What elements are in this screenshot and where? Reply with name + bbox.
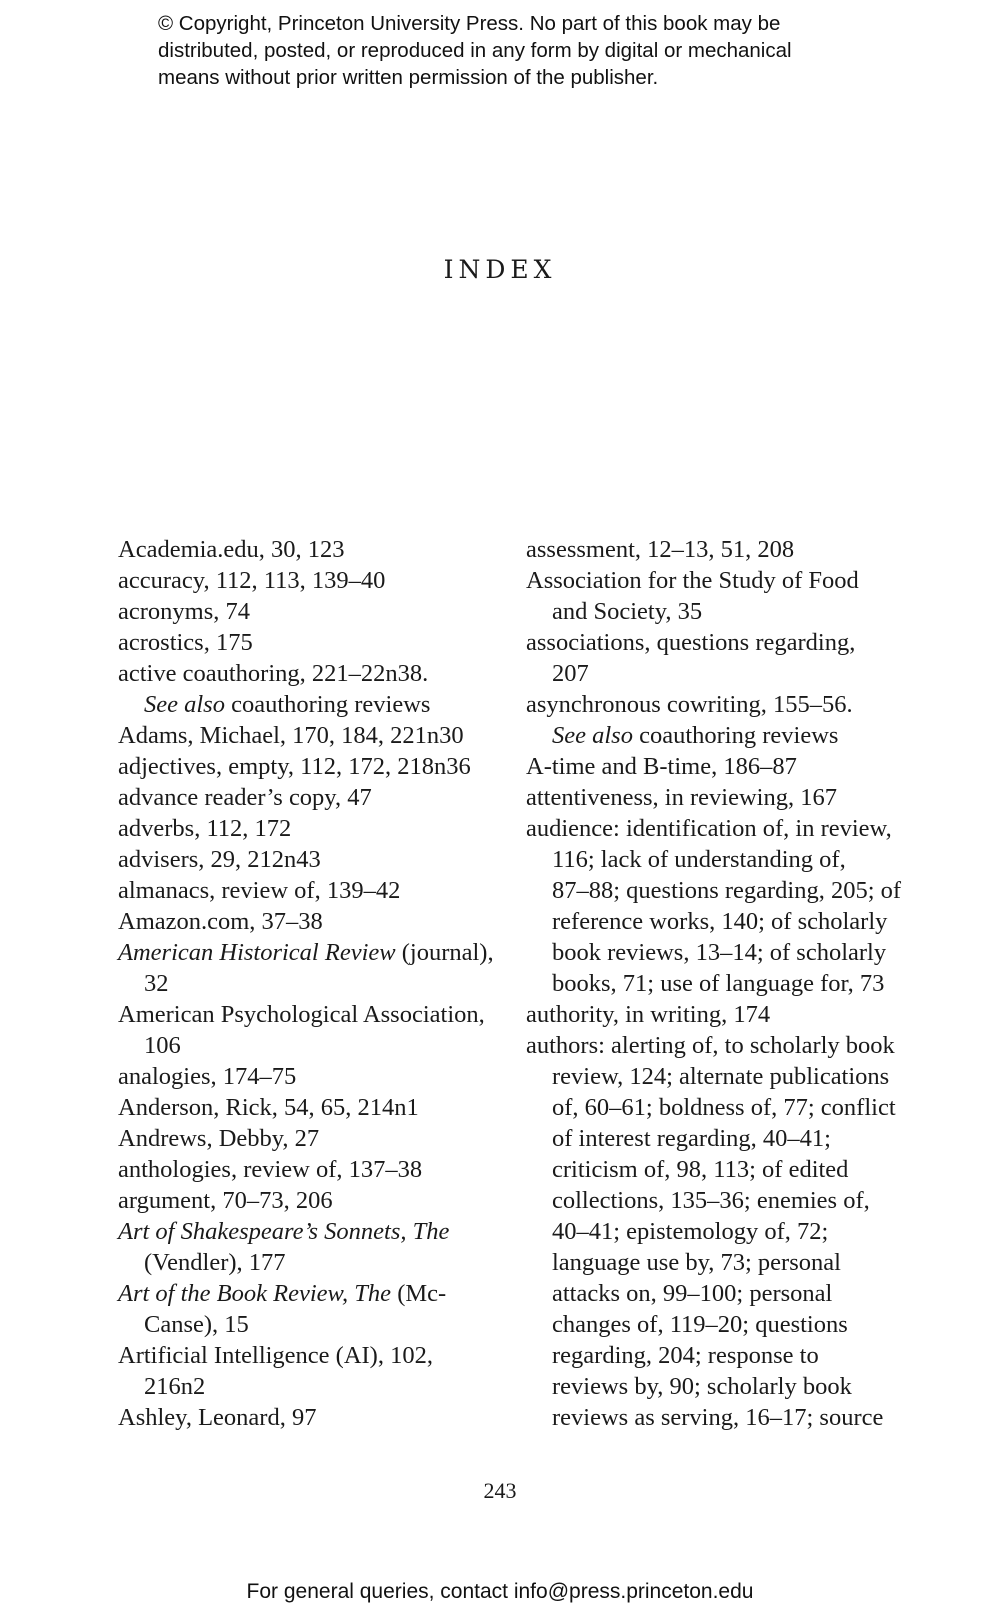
index-entry-text: Canse), 15: [144, 1311, 249, 1338]
index-entry-line: [526, 1030, 896, 1061]
index-entry-text: Amazon.com, 37–38: [118, 908, 323, 935]
index-entry-line: [118, 565, 488, 596]
index-entry-line: [118, 1061, 488, 1092]
index-entry-line: [118, 999, 488, 1030]
index-entry-line: [118, 689, 488, 720]
index-entry-text: changes of, 119–20; questions: [552, 1311, 848, 1338]
index-entry-line: [118, 844, 488, 875]
index-entry-line: [526, 1185, 896, 1216]
index-entry-text: coauthoring reviews: [224, 691, 431, 718]
index-entry-line: [118, 596, 488, 627]
index-entry-line: [118, 1278, 488, 1309]
index-entry-text: 32: [144, 970, 169, 997]
index-entry-text: of interest regarding, 40–41;: [552, 1125, 831, 1152]
index-entry-text: A-time and B-time, 186–87: [526, 753, 797, 780]
index-entry-text: advance reader’s copy, 47: [118, 784, 372, 811]
index-entry-text: advisers, 29, 212n43: [118, 846, 321, 873]
copyright-line: © Copyright, Princeton University Press. No part of this book may be: [158, 12, 781, 35]
index-entry-line: [526, 1123, 896, 1154]
index-entry-text: adjectives, empty, 112, 172, 218n36: [118, 753, 471, 780]
index-entry-text: acronyms, 74: [118, 598, 250, 625]
index-entry-line: [118, 1154, 488, 1185]
index-entry-line: [526, 813, 896, 844]
index-entry-line: [526, 968, 896, 999]
index-entry-text: (Vendler), 177: [144, 1249, 286, 1276]
index-entry-italic: See also: [144, 691, 225, 718]
index-entry-line: [526, 1061, 896, 1092]
index-entry-line: [118, 813, 488, 844]
index-entry-italic: Art of Shakespeare’s Sonnets, The: [118, 1218, 450, 1245]
index-entry-text: reviews as serving, 16–17; source: [552, 1404, 884, 1431]
index-entry-text: authors: alerting of, to scholarly book: [526, 1032, 895, 1059]
index-entry-line: [526, 534, 896, 565]
index-entry-line: [118, 1123, 488, 1154]
index-entry-text: analogies, 174–75: [118, 1063, 297, 1090]
index-entry-text: reviews by, 90; scholarly book: [552, 1373, 852, 1400]
index-entry-line: [526, 1402, 896, 1433]
index-entry-text: authority, in writing, 174: [526, 1001, 771, 1028]
index-entry-line: [526, 689, 896, 720]
index-entry-text: regarding, 204; response to: [552, 1342, 819, 1369]
index-entry-text: book reviews, 13–14; of scholarly: [552, 939, 887, 966]
index-entry-text: almanacs, review of, 139–42: [118, 877, 401, 904]
index-entry-text: 87–88; questions regarding, 205; of: [552, 877, 902, 904]
index-entry-line: [118, 658, 488, 689]
index-entry-text: active coauthoring, 221–22n38.: [118, 660, 429, 687]
index-entry-line: [118, 968, 488, 999]
index-entry-line: [118, 1247, 488, 1278]
index-entry-text: audience: identification of, in review,: [526, 815, 892, 842]
index-entry-line: [118, 1371, 488, 1402]
index-entry-text: attacks on, 99–100; personal: [552, 1280, 833, 1307]
index-entry-text: Artificial Intelligence (AI), 102,: [118, 1342, 433, 1369]
index-entry-text: adverbs, 112, 172: [118, 815, 292, 842]
index-entry-line: [118, 1092, 488, 1123]
index-column-left: [118, 534, 494, 1433]
index-entry-line: [526, 1309, 896, 1340]
index-entry-text: Ashley, Leonard, 97: [118, 1404, 317, 1431]
index-entry-text: books, 71; use of language for, 73: [552, 970, 885, 997]
index-entry-text: anthologies, review of, 137–38: [118, 1156, 423, 1183]
index-entry-text: criticism of, 98, 113; of edited: [552, 1156, 849, 1183]
index-entry-line: [526, 782, 896, 813]
index-entry-line: [526, 999, 896, 1030]
index-entry-line: [526, 658, 896, 689]
index-entry-text: acrostics, 175: [118, 629, 253, 656]
index-entry-line: [118, 875, 488, 906]
index-entry-line: [118, 534, 488, 565]
index-entry-line: [526, 906, 896, 937]
index-entry-text: American Psychological Association,: [118, 1001, 485, 1028]
index-entry-text: language use by, 73; personal: [552, 1249, 841, 1276]
copyright-line: distributed, posted, or reproduced in any form by digital or mechanical: [158, 39, 792, 62]
index-entry-line: [118, 906, 488, 937]
index-entry-text: associations, questions regarding,: [526, 629, 856, 656]
index-entry-text: 106: [144, 1032, 181, 1059]
index-entry-text: 216n2: [144, 1373, 206, 1400]
index-entry-text: (journal),: [395, 939, 494, 966]
copyright-line: means without prior written permission of the publisher.: [158, 66, 659, 89]
index-entry-text: coauthoring reviews: [632, 722, 839, 749]
index-entry-line: [526, 1247, 896, 1278]
index-entry-line: [526, 1154, 896, 1185]
index-entry-line: [526, 1340, 896, 1371]
index-entry-text: asynchronous cowriting, 155–56.: [526, 691, 853, 718]
index-entry-text: accuracy, 112, 113, 139–40: [118, 567, 386, 594]
index-entry-line: [118, 782, 488, 813]
index-entry-line: [118, 1402, 488, 1433]
index-entry-text: Academia.edu, 30, 123: [118, 536, 345, 563]
index-entry-text: assessment, 12–13, 51, 208: [526, 536, 795, 563]
index-entry-text: and Society, 35: [552, 598, 703, 625]
index-entry-text: collections, 135–36; enemies of,: [552, 1187, 870, 1214]
index-entry-italic: Art of the Book Review, The: [118, 1280, 392, 1307]
index-entry-line: [118, 1030, 488, 1061]
index-entry-line: [526, 751, 896, 782]
index-entry-text: 116; lack of understanding of,: [552, 846, 846, 873]
index-entry-line: [118, 720, 488, 751]
index-entry-italic: American Historical Review: [118, 939, 396, 966]
index-entry-line: [118, 937, 494, 968]
footer-contact: For general queries, contact info@press.princeton.edu: [246, 1580, 754, 1603]
index-column-right: [526, 534, 902, 1433]
index-entry-line: [526, 937, 896, 968]
index-entry-line: [526, 1092, 896, 1123]
index-entry-text: review, 124; alternate publications: [552, 1063, 890, 1090]
index-entry-line: [526, 1371, 896, 1402]
index-entry-line: [526, 1216, 896, 1247]
copyright-notice: [158, 10, 878, 91]
index-entry-line: [118, 1185, 488, 1216]
index-entry-italic: See also: [552, 722, 633, 749]
index-entry-line: [118, 1340, 488, 1371]
index-entry-line: [526, 565, 896, 596]
index-entry-line: [118, 1309, 488, 1340]
index-entry-line: [526, 627, 896, 658]
index-entry-text: 207: [552, 660, 589, 687]
index-entry-text: reference works, 140; of scholarly: [552, 908, 888, 935]
index-entry-line: [526, 1278, 896, 1309]
index-entry-text: argument, 70–73, 206: [118, 1187, 333, 1214]
page-number: 243: [483, 1478, 517, 1503]
index-entry-text: Adams, Michael, 170, 184, 221n30: [118, 722, 464, 749]
index-entry-text: attentiveness, in reviewing, 167: [526, 784, 837, 811]
index-entry-text: 40–41; epistemology of, 72;: [552, 1218, 829, 1245]
index-entry-line: [526, 844, 896, 875]
page-title: INDEX: [443, 255, 557, 284]
index-entry-text: Andrews, Debby, 27: [118, 1125, 320, 1152]
index-entry-text: Association for the Study of Food: [526, 567, 859, 594]
index-entry-text: (Mc-: [391, 1280, 447, 1307]
index-entry-line: [526, 720, 896, 751]
index-entry-line: [526, 596, 896, 627]
index-entry-line: [118, 627, 488, 658]
index-entry-text: Anderson, Rick, 54, 65, 214n1: [118, 1094, 419, 1121]
index-entry-line: [118, 751, 488, 782]
index-entry-line: [118, 1216, 488, 1247]
index-entry-line: [526, 875, 902, 906]
index-entry-text: of, 60–61; boldness of, 77; conflict: [552, 1094, 896, 1121]
